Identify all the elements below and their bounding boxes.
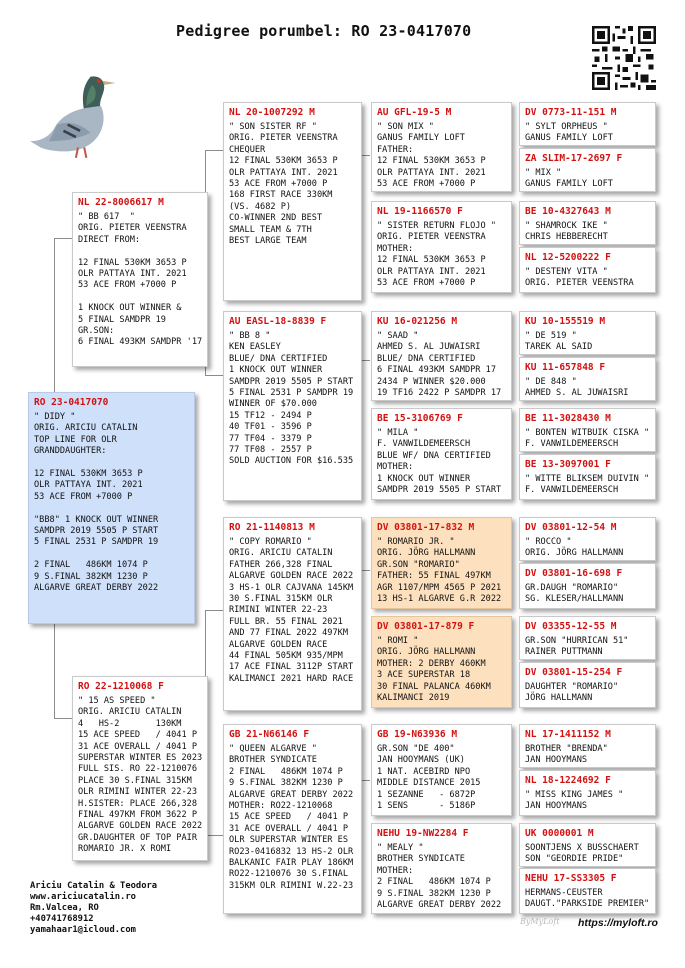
ggg-ring: ZA SLIM-17-2697 F xyxy=(525,153,623,164)
subject-ring: RO 23-0417070 xyxy=(34,397,109,408)
gg-details: " ROMARIO JR. " ORIG. JÖRG HALLMANN GR.SON "ROMARIO" FATHER: 55 FINAL 497KM AGR 1107/MPM 4565 P 2021 13 HS-1 ALGARVE G.R 2022 xyxy=(377,537,502,605)
gg-card-7 xyxy=(371,724,512,816)
ggg-ring: KU 10-155519 M xyxy=(525,316,606,327)
gg-card-5 xyxy=(371,517,512,609)
ggg-card-7 xyxy=(519,408,656,452)
sire-ring: NL 22-8006617 M xyxy=(78,197,164,208)
gg-ring: DV 03801-17-879 F xyxy=(377,621,475,632)
ggg-ring: NEHU 17-SS3305 F xyxy=(525,873,617,884)
signature: ByMyLoft xyxy=(520,917,560,926)
ggg-card-4 xyxy=(519,247,656,293)
granddam-paternal-card xyxy=(223,311,362,501)
granddam-maternal-ring: GB 21-N66146 F xyxy=(229,729,310,740)
qr-code-icon xyxy=(592,26,656,90)
granddam-paternal-details: " BB 8 " KEN EASLEY BLUE/ DNA CERTIFIED 1 KNOCK OUT WINNER SAMDPR 2019 5505 P START 5 FINAL 2531 P SAMDPR 19 WINNER OF $70.000 15 TF12 - 2494 P 40 TF01 - 3596 P 77 TF04 - 3379 P 77 TF08 - 2557 P SOLD AUCTION FOR $16.535 xyxy=(229,331,354,467)
ggg-card-1 xyxy=(519,102,656,146)
granddam-paternal-ring: AU EASL-18-8839 F xyxy=(229,316,327,327)
ggg-details: " DE 848 " AHMED S. AL JUWAISRI xyxy=(525,377,629,399)
ggg-details: DAUGHTER "ROMARIO" JÖRG HALLMANN xyxy=(525,682,619,704)
website-link[interactable]: https://myloft.ro xyxy=(578,917,658,929)
gg-ring: BE 15-3106769 F xyxy=(377,413,463,424)
ggg-details: GR.SON "HURRICAN 51" RAINER PUTTMANN xyxy=(525,636,629,658)
pigeon-photo xyxy=(26,58,130,162)
gg-details: " ROMI " ORIG. JÖRG HALLMANN MOTHER: 2 DERBY 460KM 3 ACE SUPERSTAR 18 30 FINAL PALANCA 460KM KALIMANCI 2019 xyxy=(377,636,491,704)
subject-details: " DIDY " ORIG. ARICIU CATALIN TOP LINE FOR OLR GRANDDAUGHTER: 12 FINAL 530KM 3653 P OLR PATTAYA INT. 2021 53 ACE FROM +7000 P "BB8" 1 KNOCK OUT WINNER SAMDPR 2019 5505 P START 5 FINAL 2531 P SAMDPR 19 2 FINAL 486KM 1074 P 9 S.FINAL 382KM 1230 P ALGARVE GREAT DERBY 2022 xyxy=(34,412,159,594)
gg-details: " SISTER RETURN FLOJO " ORIG. PIETER VEENSTRA MOTHER: 12 FINAL 530KM 3653 P OLR PATTAYA INT. 2021 53 ACE FROM +7000 P xyxy=(377,221,496,289)
breeder-contact: Ariciu Catalin & Teodora www.ariciucatalin.ro Rm.Valcea, RO +40741768912 yamahaar1@icloud.com xyxy=(30,881,158,935)
dam-details: " 15 AS SPEED " ORIG. ARICIU CATALIN 4 HS-2 130KM 15 ACE SPEED / 4041 P 31 ACE OVERALL / 4041 P SUPERSTAR WINTER ES 2023 FULL SIS. RO 22-1210076 PLACE 30 S.FINAL 315KM OLR RIMINI WINTER 22-23 H.SISTER: PLACE 266,328 FINAL 497KM FROM 3622 P ALGARVE GOLDEN RACE 2022 GR.DAUGHTER OF TOP PAIR ROMARIO JR. X ROMI xyxy=(78,696,203,855)
gg-card-8 xyxy=(371,823,512,914)
ggg-card-15 xyxy=(519,823,656,867)
ggg-details: BROTHER "BRENDA" JAN HOOYMANS xyxy=(525,744,608,766)
ggg-card-12 xyxy=(519,662,656,708)
grandsire-paternal-details: " SON SISTER RF " ORIG. PIETER VEENSTRA CHEQUER 12 FINAL 530KM 3653 P OLR PATTAYA INT. 2021 53 ACE FROM +7000 P 168 FIRST RACE 330KM (VS. 4682 P) CO-WINNER 2ND BEST SMALL TEAM & 7TH BEST LARGE TEAM xyxy=(229,122,338,247)
ggg-ring: DV 0773-11-151 M xyxy=(525,107,617,118)
ggg-ring: DV 03355-12-55 M xyxy=(525,621,617,632)
ggg-details: SOONTJENS X BUSSCHAERT SON "GEORDIE PRIDE" xyxy=(525,843,639,865)
gg-card-4 xyxy=(371,408,512,500)
ggg-details: " DE 519 " TAREK AL SAID xyxy=(525,331,593,353)
ggg-card-14 xyxy=(519,770,656,816)
ggg-card-3 xyxy=(519,201,656,245)
gg-ring: NEHU 19-NW2284 F xyxy=(377,828,469,839)
ggg-details: " MISS KING JAMES " JAN HOOYMANS xyxy=(525,790,624,812)
ggg-ring: UK 0000001 M xyxy=(525,828,594,839)
ggg-ring: BE 13-3097001 F xyxy=(525,459,611,470)
granddam-maternal-details: " QUEEN ALGARVE " BROTHER SYNDICATE 2 FINAL 486KM 1074 P 9 S.FINAL 382KM 1230 P ALGARVE GREAT DERBY 2022 MOTHER: RO22-1210068 15 ACE SPEED / 4041 P 31 ACE OVERALL / 4041 P OLR SUPERSTAR WINTER ES RO23-0416832 13 HS-2 OLR BALKANIC FAIR PLAY 186KM RO22-1210076 30 S.FINAL 315KM OLR RIMINI W.22-23 xyxy=(229,744,354,891)
ggg-ring: NL 12-5200222 F xyxy=(525,252,611,263)
ggg-details: HERMANS-CEUSTER DAUGT."PARKSIDE PREMIER" xyxy=(525,888,650,910)
grandsire-maternal-details: " COPY ROMARIO " ORIG. ARICIU CATALIN FATHER 266,328 FINAL ALGARVE GOLDEN RACE 2022 3 HS-1 OLR CAJVANA 145KM 30 S.FINAL 315KM OLR RIMINI WINTER 22-23 FULL BR. 55 FINAL 2021 AND 77 FINAL 2022 497KM ALGARVE GOLDEN RACE 44 FINAL 505KM 935/MPM 17 ACE FINAL 3112P START KALIMANCI 2021 HARD RACE xyxy=(229,537,354,684)
ggg-card-2 xyxy=(519,148,656,192)
sire-details: " BB 617 " ORIG. PIETER VEENSTRA DIRECT FROM: 12 FINAL 530KM 3653 P OLR PATTAYA INT. 2021 53 ACE FROM +7000 P 1 KNOCK OUT WINNER & 5 FINAL SAMDPR 19 GR.SON: 6 FINAL 493KM SAMDPR '17 xyxy=(78,212,203,348)
gg-details: " SAAD " AHMED S. AL JUWAISRI BLUE/ DNA CERTIFIED 6 FINAL 493KM SAMDPR 17 2434 P WINNER $20.000 19 TF16 2422 P SAMDPR 17 xyxy=(377,331,502,399)
dam-card xyxy=(72,676,208,861)
ggg-ring: DV 03801-15-254 F xyxy=(525,667,623,678)
sire-card xyxy=(72,192,208,367)
dam-ring: RO 22-1210068 F xyxy=(78,681,164,692)
ggg-details: " WITTE BLIKSEM DUIVIN " F. VANWILDEMEERSCH xyxy=(525,474,650,496)
granddam-maternal-card xyxy=(223,724,362,914)
ggg-card-11 xyxy=(519,616,656,660)
gg-card-3 xyxy=(371,311,512,401)
ggg-ring: KU 11-657848 F xyxy=(525,362,606,373)
gg-card-1 xyxy=(371,102,512,192)
grandsire-maternal-card xyxy=(223,517,362,711)
ggg-details: " MIX " GANUS FAMILY LOFT xyxy=(525,168,613,190)
grandsire-paternal-card xyxy=(223,102,362,301)
ggg-card-6 xyxy=(519,357,656,401)
subject-card xyxy=(28,392,195,624)
ggg-details: " SYLT ORPHEUS " GANUS FAMILY LOFT xyxy=(525,122,613,144)
gg-card-2 xyxy=(371,201,512,293)
ggg-card-13 xyxy=(519,724,656,768)
ggg-details: GR.DAUGH "ROMARIO" SG. KLESER/HALLMANN xyxy=(525,583,624,605)
ggg-card-16 xyxy=(519,868,656,914)
ggg-card-10 xyxy=(519,563,656,609)
ggg-card-8 xyxy=(519,454,656,500)
ggg-details: " DESTENY VITA " ORIG. PIETER VEENSTRA xyxy=(525,267,634,289)
ggg-ring: NL 17-1411152 M xyxy=(525,729,611,740)
gg-ring: KU 16-021256 M xyxy=(377,316,458,327)
ggg-card-5 xyxy=(519,311,656,355)
ggg-card-9 xyxy=(519,517,656,561)
ggg-details: " ROCCO " ORIG. JÖRG HALLMANN xyxy=(525,537,624,559)
ggg-details: " BONTEN WITBUIK CISKA " F. VANWILDEMEERSCH xyxy=(525,428,650,450)
gg-details: " MILA " F. VANWILDEMEERSCH BLUE WF/ DNA CERTIFIED MOTHER: 1 KNOCK OUT WINNER SAMDPR 2019 5505 P START xyxy=(377,428,502,496)
gg-details: " MEALY " BROTHER SYNDICATE MOTHER: 2 FINAL 486KM 1074 P 9 S.FINAL 382KM 1230 P ALGARVE GREAT DERBY 2022 xyxy=(377,843,502,911)
gg-ring: DV 03801-17-832 M xyxy=(377,522,475,533)
page-title: Pedigree porumbel: RO 23-0417070 xyxy=(176,22,472,40)
ggg-ring: NL 18-1224692 F xyxy=(525,775,611,786)
ggg-ring: BE 11-3028430 M xyxy=(525,413,611,424)
gg-card-6 xyxy=(371,616,512,708)
grandsire-paternal-ring: NL 20-1007292 M xyxy=(229,107,315,118)
gg-ring: GB 19-N63936 M xyxy=(377,729,458,740)
gg-ring: AU GFL-19-5 M xyxy=(377,107,452,118)
ggg-ring: BE 10-4327643 M xyxy=(525,206,611,217)
gg-ring: NL 19-1166570 F xyxy=(377,206,463,217)
grandsire-maternal-ring: RO 21-1140813 M xyxy=(229,522,315,533)
ggg-details: " SHAMROCK IKE " CHRIS HEBBERECHT xyxy=(525,221,608,243)
ggg-ring: DV 03801-12-54 M xyxy=(525,522,617,533)
gg-details: GR.SON "DE 400" JAN HOOYMANS (UK) 1 NAT. ACEBIRD NPO MIDDLE DISTANCE 2015 1 SEZANNE - 6872P 1 SENS - 5186P xyxy=(377,744,481,812)
ggg-ring: DV 03801-16-698 F xyxy=(525,568,623,579)
gg-details: " SON MIX " GANUS FAMILY LOFT FATHER: 12 FINAL 530KM 3653 P OLR PATTAYA INT. 2021 53 ACE FROM +7000 P xyxy=(377,122,486,190)
